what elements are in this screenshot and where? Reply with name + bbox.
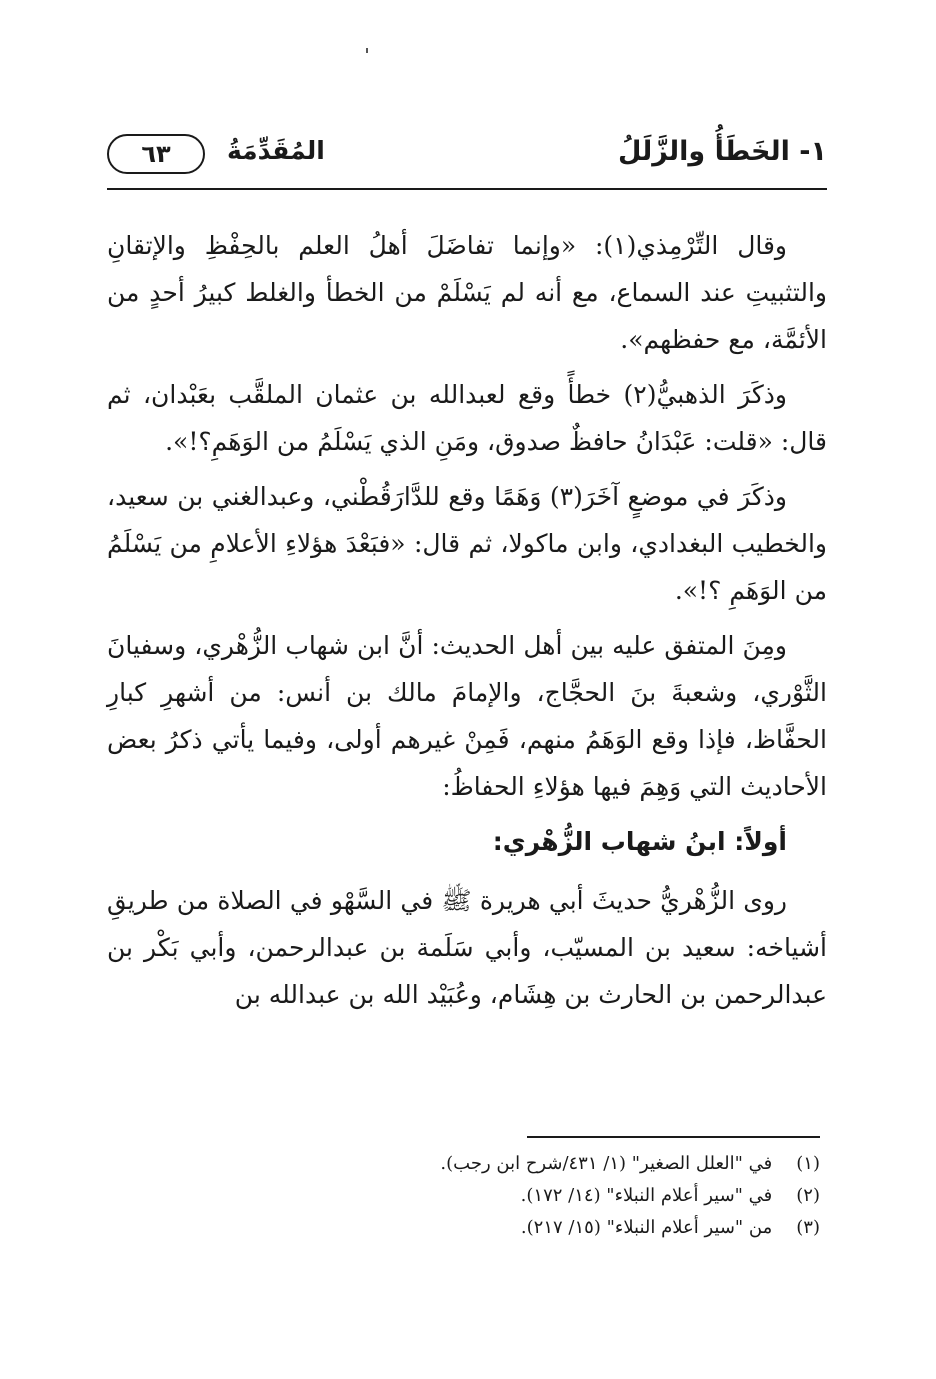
scan-speck [366, 48, 368, 53]
footnote-divider [527, 1136, 820, 1138]
paragraph-tirmidhi: وقال التِّرْمِذي(١): «وإنما تفاضَلَ أهلُ العلم بالحِفْظِ والإتقانِ والتثبيتِ عند السماع، مع أنه لم يَسْلَمْ من الخطأ والغلط كبيرُ أحدٍ من الأئمَّة، مع حفظهم». [107, 231, 827, 354]
footnote-number: (٢) [796, 1185, 820, 1206]
paragraph-another-place: وذكَرَ في موضعٍ آخَرَ(٣) وَهَمًا وقع للدَّارَقُطْني، وعبدالغني بن سعيد، والخطيب البغدادي، وابن ماكولا، ثم قال: «فبَعْدَ هؤلاءِ الأعلامِ من يَسْلَمُ من الوَهَمِ ؟!». [107, 482, 827, 605]
footnote-1 [107, 1148, 820, 1180]
footnote-text: من "سير أعلام النبلاء" (١٥/ ٢١٧). [520, 1217, 773, 1238]
chapter-title: ١- الخَطَأُ والزَّلَلُ [618, 136, 827, 167]
footnote-text: في "العلل الصغير" (١/ ٤٣١/شرح ابن رجب). [440, 1153, 773, 1174]
header-divider [107, 188, 827, 190]
footnote-2 [107, 1180, 820, 1212]
paragraph-zuhri: روى الزُّهْريُّ حديثَ أبي هريرة ﷺ في السَّهْو في الصلاة من طريقِ أشياخه: سعيد بن المسيّب، وأبي سَلَمة بن عبدالرحمن، وأبي بَكْر بن عبدالرحمن بن الحارث بن هِشَام، وعُبَيْد الله بن عبدالله بن [107, 886, 827, 1009]
footnote-number: (١) [796, 1153, 820, 1174]
page-header [107, 128, 827, 192]
footnote-text: في "سير أعلام النبلاء" (١٤/ ١٧٢). [520, 1185, 773, 1206]
paragraph-dhahabi: وذكَرَ الذهبيُّ(٢) خطأً وقع لعبدالله بن عثمان الملقَّب بعَبْدان، ثم قال: «قلت: عَبْدَانُ حافظٌ صدوق، ومَنِ الذي يَسْلَمُ من الوَهَمِ؟!». [107, 380, 827, 456]
footnote-3 [107, 1212, 820, 1244]
section-title: المُقَدِّمَةُ [227, 136, 325, 165]
heading-zuhri: أولاً: ابنُ شهاب الزُّهْري: [492, 827, 787, 856]
footnotes [107, 1148, 820, 1244]
paragraph-agreed: ومِنَ المتفق عليه بين أهل الحديث: أنَّ ابن شهاب الزُّهْري، وسفيانَ الثَّوْري، وشعبةَ بنَ الحجَّاج، والإمامَ مالك بن أنس: من أشهرِ كبارِ الحفَّاظ، فإذا وقع الوَهَمُ منهم، فَمِنْ غيرهم أولى، وفيما يأتي ذكرُ بعض الأحاديث التي وَهِمَ فيها هؤلاءِ الحفاظُ: [107, 631, 827, 801]
footnote-number: (٣) [796, 1217, 820, 1238]
main-text [107, 222, 827, 1026]
page-number-badge: ٦٣ [107, 134, 205, 174]
